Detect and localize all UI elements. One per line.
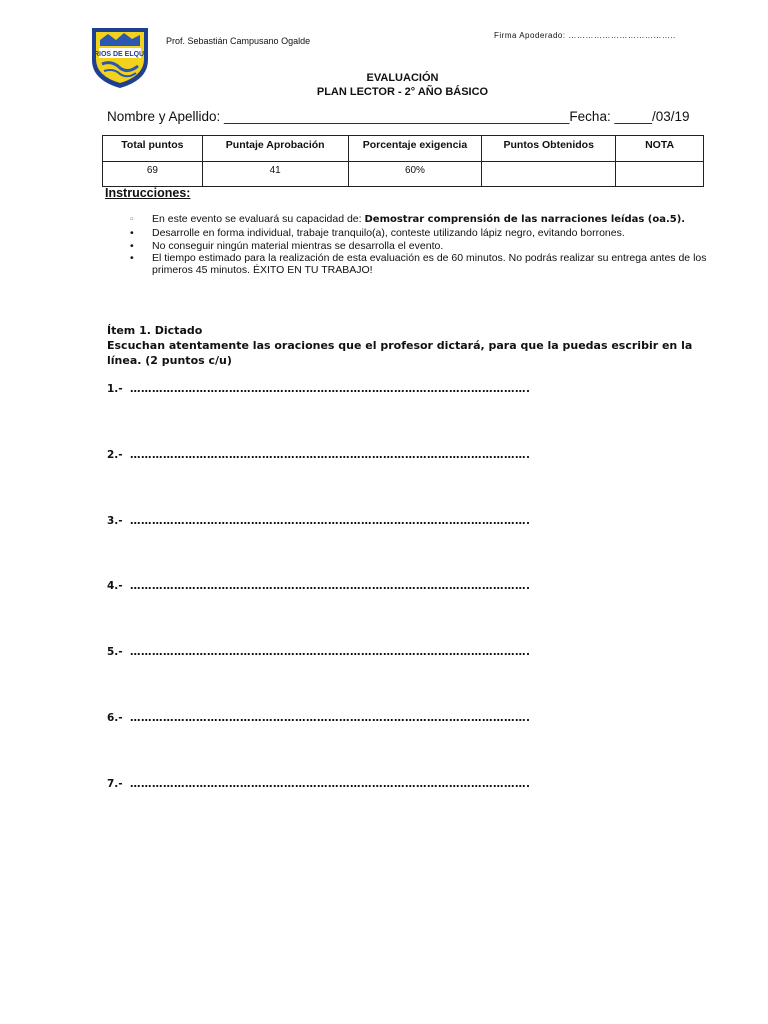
signature-label: Firma Apoderado: ……………………………….. — [494, 31, 676, 40]
list-item — [130, 212, 710, 227]
instructions-title: Instrucciones: — [105, 186, 191, 200]
header-required-percentage: Porcentaje exigencia — [348, 136, 482, 162]
answer-line-5[interactable] — [107, 646, 707, 658]
instruction-bold-text: Demostrar comprensión de las narraciones leídas (oa.5). — [364, 214, 686, 225]
list-item — [130, 253, 710, 276]
header-obtained-points: Puntos Obtenidos — [482, 136, 616, 162]
bullet-icon: • — [130, 252, 134, 264]
bullet-icon: • — [130, 239, 134, 252]
answer-line-4[interactable] — [107, 580, 707, 592]
header-passing-score: Puntaje Aprobación — [202, 136, 348, 162]
score-table-values-row — [103, 162, 704, 187]
line-dots: ………………………………………………………………………………………………. — [130, 778, 531, 790]
bullet-icon: • — [130, 227, 134, 239]
answer-line-2[interactable] — [107, 449, 707, 461]
instruction-text: En este evento se evaluará su capacidad de: — [152, 213, 365, 225]
answer-line-7[interactable] — [107, 778, 707, 790]
instructions-list — [130, 212, 710, 277]
bullet-icon: ▫ — [130, 213, 134, 225]
header-grade: NOTA — [616, 136, 704, 162]
item1-description: Escuchan atentamente las oraciones que el profesor dictará, para que la puedas escribir en la línea. (2 puntos c/u) — [107, 339, 693, 367]
line-number: 6.- — [107, 712, 123, 724]
value-passing-score: 41 — [202, 162, 348, 187]
line-dots: ………………………………………………………………………………………………. — [130, 515, 531, 527]
line-number: 7.- — [107, 778, 123, 790]
list-item — [130, 241, 710, 253]
line-dots: ………………………………………………………………………………………………. — [130, 646, 531, 658]
student-name-date-line: Nombre y Apellido: ______________________________________________Fecha: _____/03/19 — [107, 109, 690, 124]
exam-subtitle: PLAN LECTOR - 2° AÑO BÁSICO — [316, 86, 489, 98]
line-number: 5.- — [107, 646, 123, 658]
value-obtained-points[interactable] — [482, 162, 616, 187]
svg-text:RIOS DE ELQUI: RIOS DE ELQUI — [93, 51, 147, 58]
score-table-header-row — [103, 136, 704, 162]
answer-line-6[interactable] — [107, 712, 707, 724]
answer-line-1[interactable] — [107, 383, 707, 395]
line-number: 2.- — [107, 449, 123, 461]
item1-title: Ítem 1. Dictado — [107, 324, 203, 337]
list-item — [130, 228, 710, 240]
value-grade[interactable] — [616, 162, 704, 187]
line-number: 1.- — [107, 383, 123, 395]
header-total-points: Total puntos — [103, 136, 203, 162]
line-dots: ………………………………………………………………………………………………. — [130, 449, 531, 461]
value-total-points: 69 — [103, 162, 203, 187]
line-dots: ………………………………………………………………………………………………. — [130, 383, 531, 395]
teacher-name: Prof. Sebastián Campusano Ogalde — [166, 36, 311, 46]
line-number: 3.- — [107, 515, 123, 527]
instruction-text: No conseguir ningún material mientras se desarrolla el evento. — [152, 239, 444, 252]
line-dots: ………………………………………………………………………………………………. — [130, 580, 531, 592]
answer-line-3[interactable] — [107, 515, 707, 527]
line-number: 4.- — [107, 580, 123, 592]
line-dots: ………………………………………………………………………………………………. — [130, 712, 531, 724]
instruction-text: Desarrolle en forma individual, trabaje tranquilo(a), conteste utilizando lápiz negro, evitando borrones. — [152, 227, 625, 239]
score-table — [102, 135, 704, 187]
exam-title: EVALUACIÓN — [366, 72, 439, 84]
instruction-text: El tiempo estimado para la realización de esta evaluación es de 60 minutos. No podrás realizar su entrega antes de los primeros 45 minutos. ÉXITO EN TU TRABAJO! — [152, 252, 707, 276]
value-required-percentage: 60% — [348, 162, 482, 187]
